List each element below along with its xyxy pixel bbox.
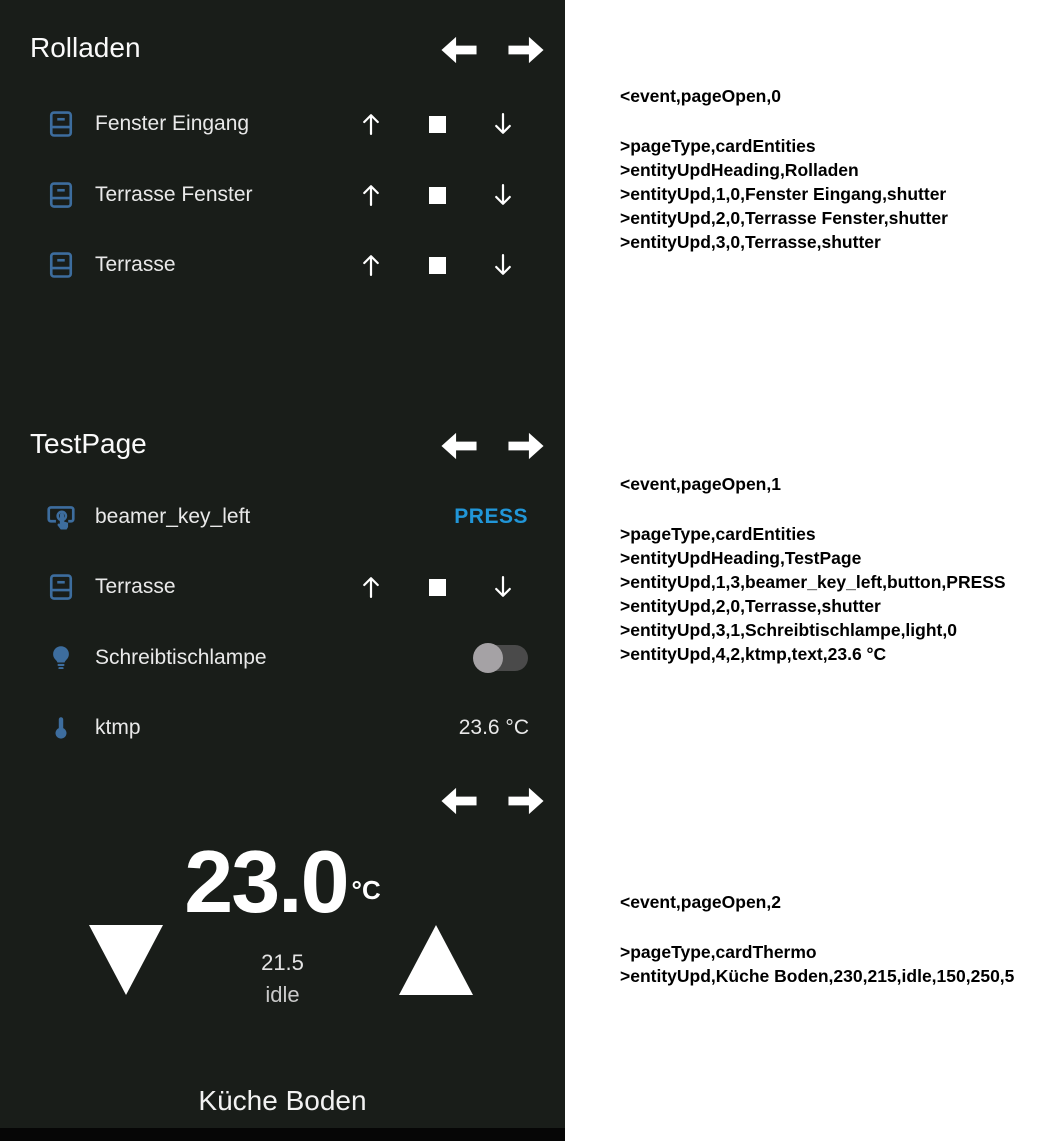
- entity-name: beamer_key_left: [95, 505, 251, 528]
- protocol-line: >entityUpdHeading,TestPage: [620, 548, 862, 568]
- toggle-knob: [473, 643, 503, 673]
- protocol-line: >entityUpdHeading,Rolladen: [620, 160, 859, 180]
- protocol-event-line: <event,pageOpen,1: [620, 474, 781, 494]
- page-next-button[interactable]: [507, 431, 545, 461]
- entity-name: ktmp: [95, 716, 141, 739]
- protocol-line: >entityUpd,1,0,Fenster Eingang,shutter: [620, 184, 947, 204]
- protocol-line: >entityUpd,4,2,ktmp,text,23.6 °C: [620, 644, 887, 664]
- page-nav-arrows: [440, 431, 545, 461]
- shutter-down-button[interactable]: [488, 107, 518, 141]
- thermometer-icon: [44, 711, 78, 745]
- shutter-up-button[interactable]: [356, 107, 386, 141]
- thermostat-heading: Küche Boden: [198, 1085, 367, 1116]
- entity-row-beamer-key-left: [0, 482, 565, 552]
- page-next-button[interactable]: [507, 35, 545, 65]
- protocol-line: >entityUpd,Küche Boden,230,215,idle,150,250,5: [620, 966, 1015, 986]
- entity-row-ktmp: [0, 693, 565, 763]
- shutter-stop-button[interactable]: [422, 178, 452, 212]
- sensor-value: 23.6 °C: [458, 716, 529, 739]
- protocol-line: >entityUpd,3,0,Terrasse,shutter: [620, 232, 881, 252]
- entity-row-fenster-eingang: [0, 89, 565, 159]
- shutter-controls: [356, 178, 518, 212]
- protocol-line: >entityUpd,3,1,Schreibtischlampe,light,0: [620, 620, 957, 640]
- shutter-controls: [356, 248, 518, 282]
- hvac-state: idle: [265, 982, 300, 1007]
- lightbulb-icon: [44, 641, 78, 675]
- entity-name: Terrasse: [95, 575, 176, 598]
- stop-square-icon: [429, 257, 446, 274]
- entity-row-terrasse-fenster: [0, 160, 565, 230]
- card-heading-rolladen: Rolladen: [30, 32, 141, 63]
- shutter-stop-button[interactable]: [422, 248, 452, 282]
- page-nav-arrows: [440, 786, 545, 816]
- protocol-line: >entityUpd,1,3,beamer_key_left,button,PRESS: [620, 572, 1006, 592]
- page-prev-button[interactable]: [440, 431, 478, 461]
- current-temperature: [0, 832, 565, 936]
- shutter-controls: [356, 570, 518, 604]
- protocol-block-page1: [620, 472, 1045, 666]
- page-prev-button[interactable]: [440, 786, 478, 816]
- shutter-stop-button[interactable]: [422, 570, 452, 604]
- entity-name: Terrasse Fenster: [95, 183, 253, 206]
- page-prev-button[interactable]: [440, 35, 478, 65]
- shutter-down-button[interactable]: [488, 570, 518, 604]
- window-shutter-icon: [44, 570, 78, 604]
- shutter-controls: [356, 107, 518, 141]
- gesture-tap-button-icon: [44, 500, 78, 534]
- shutter-down-button[interactable]: [488, 178, 518, 212]
- entity-row-terrasse: [0, 230, 565, 300]
- entity-name: Terrasse: [95, 253, 176, 276]
- protocol-line: >entityUpd,2,0,Terrasse Fenster,shutter: [620, 208, 948, 228]
- shutter-up-button[interactable]: [356, 248, 386, 282]
- shutter-up-button[interactable]: [356, 570, 386, 604]
- card-heading-testpage: TestPage: [30, 428, 147, 459]
- page-nav-arrows: [440, 35, 545, 65]
- shutter-stop-button[interactable]: [422, 107, 452, 141]
- protocol-block-page2: [620, 890, 1045, 988]
- entity-name: Fenster Eingang: [95, 112, 250, 135]
- current-temperature-value: 23.0: [184, 832, 348, 931]
- stop-square-icon: [429, 116, 446, 133]
- entity-row-schreibtischlampe: [0, 623, 565, 693]
- stop-square-icon: [429, 579, 446, 596]
- panel-bottom-strip: [0, 1128, 565, 1141]
- protocol-event-line: <event,pageOpen,2: [620, 892, 781, 912]
- window-shutter-icon: [44, 178, 78, 212]
- window-shutter-icon: [44, 107, 78, 141]
- stop-square-icon: [429, 187, 446, 204]
- entity-row-terrasse-2: [0, 552, 565, 622]
- light-toggle-off[interactable]: [474, 645, 528, 671]
- entity-name: Schreibtischlampe: [95, 646, 267, 669]
- protocol-block-page0: [620, 84, 1045, 254]
- protocol-line: >pageType,cardEntities: [620, 136, 816, 156]
- protocol-line: >entityUpd,2,0,Terrasse,shutter: [620, 596, 881, 616]
- protocol-line: >pageType,cardThermo: [620, 942, 817, 962]
- protocol-event-line: <event,pageOpen,0: [620, 86, 781, 106]
- protocol-line: >pageType,cardEntities: [620, 524, 816, 544]
- shutter-down-button[interactable]: [488, 248, 518, 282]
- page-next-button[interactable]: [507, 786, 545, 816]
- target-temperature: 21.5: [261, 950, 304, 975]
- window-shutter-icon: [44, 248, 78, 282]
- temperature-unit: °C: [351, 875, 381, 905]
- shutter-up-button[interactable]: [356, 178, 386, 212]
- press-button[interactable]: PRESS: [454, 505, 528, 528]
